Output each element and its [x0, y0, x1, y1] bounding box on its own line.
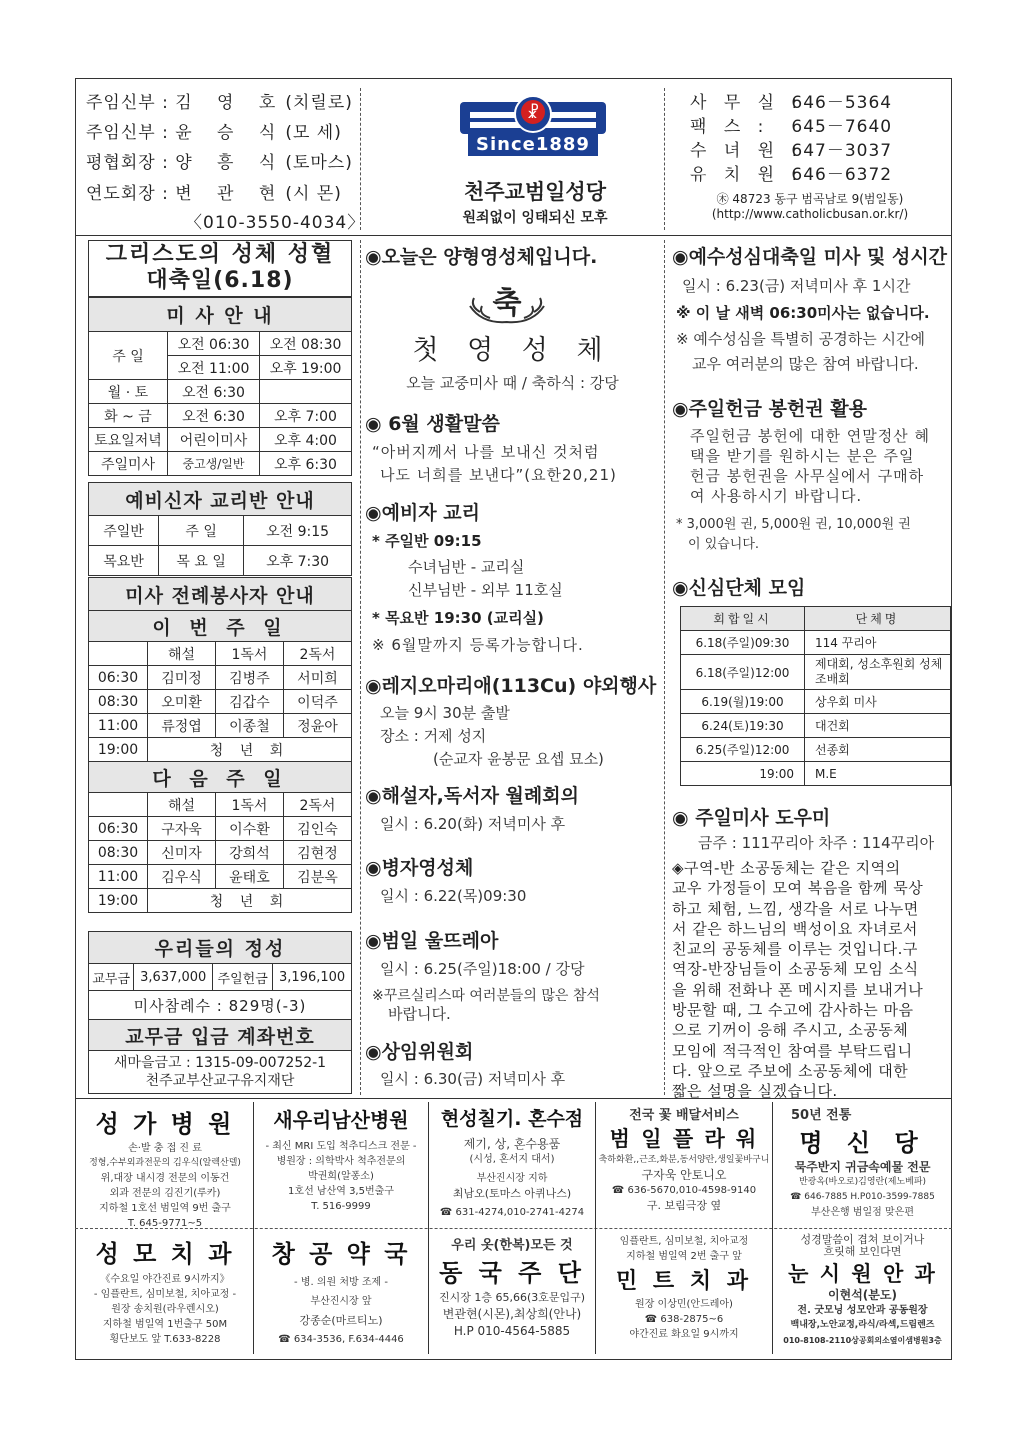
paragraph-line: 모임에 적극적인 참여를 부탁드립니 — [672, 1041, 913, 1060]
ad-line: ☎ 634-3536, F.634-4446 — [278, 1334, 404, 1345]
ad-line: 강종순(마르티노) — [299, 1314, 383, 1327]
server-name: 김인숙 — [283, 817, 351, 841]
server-name: 강희석 — [215, 841, 283, 865]
notice-text: 이 있습니다. — [688, 537, 760, 552]
server-name: 이종철 — [215, 714, 283, 738]
paragraph-line: ◈구역-반 소공동체는 같은 지역의 — [672, 859, 901, 877]
ad-line: - 병. 의원 처방 조제 - — [294, 1277, 388, 1288]
meeting-time: 19:00 — [681, 762, 805, 786]
ad-line: - 임플란트, 심미보철, 치아교정 - — [93, 1289, 237, 1300]
event-detail: 오늘 9시 30분 출발 — [380, 704, 510, 722]
ad-line: 부산진시장 앞 — [310, 1296, 372, 1307]
offering-amount: 3,196,100 — [273, 964, 352, 991]
ad-line: 《수요일 야간진료 9시까지》 — [100, 1274, 230, 1285]
class-day: 목 요 일 — [159, 546, 244, 576]
offering-heading: 우리들의 정성 — [89, 932, 352, 964]
ad-tagline: 임플란트, 심미보철, 치아교정 — [619, 1236, 749, 1247]
servers-heading: 미사 전례봉사자 안내 — [89, 578, 352, 611]
notice-text: 여 사용하시기 바랍니다. — [690, 487, 863, 505]
ad-title: 민 트 치 과 — [616, 1269, 752, 1294]
ad-title: 새우리남산병원 — [273, 1108, 409, 1132]
church-logo — [458, 90, 608, 170]
ad-line: 축하화환,,근조,화분,동서양란,생일꽃바구니 — [598, 1155, 770, 1165]
notice-text: 택을 받기를 원하시는 분은 주일 — [690, 447, 915, 465]
event-detail: (순교자 윤봉문 요셉 묘소) — [433, 750, 604, 768]
paragraph-line: 다. 앞으로 주보에 소공동체에 대한 — [672, 1061, 909, 1080]
ad-hyunseong-store — [431, 1104, 593, 1220]
ad-title: 명 신 당 — [799, 1129, 926, 1157]
contact-label: 팩 스 : — [690, 117, 770, 137]
next-week-heading: 다 음 주 일 — [89, 762, 352, 793]
server-name: 류정엽 — [148, 714, 216, 738]
staff-baptism-name: (시 몬) — [285, 184, 342, 204]
mass-helpers: 금주 : 111꾸리아 차주 : 114꾸리아 — [698, 834, 935, 852]
ad-line: 외과 전문의 김진기(루카) — [109, 1188, 221, 1199]
offering-amount: 3,637,000 — [134, 964, 213, 991]
contact-label: 수 녀 원 : — [690, 141, 804, 161]
class-time: 오후 7:30 — [244, 546, 352, 576]
mass-day: 토요일저녁 — [89, 428, 168, 452]
server-name: 서미희 — [283, 666, 351, 690]
class-note: ※ 6월말까지 등록가능합니다. — [372, 636, 584, 654]
staff-row — [86, 179, 342, 204]
notice-heading: ◉오늘은 양형영성체입니다. — [365, 246, 598, 268]
liturgy-servers-table — [88, 577, 352, 913]
mass-day: 월 · 토 — [89, 380, 168, 404]
column-sep-1 — [360, 240, 361, 1095]
meeting-time: 6.19(월)19:00 — [681, 690, 805, 714]
notice-heading: ◉예수성심대축일 미사 및 성시간 — [672, 246, 948, 268]
feast-title-line1: 그리스도의 성체 성혈 — [105, 242, 335, 267]
catechumen-heading: 예비신자 교리반 안내 — [89, 483, 352, 516]
event-detail: 장소 : 거제 성지 — [380, 727, 487, 745]
server-name: 신미자 — [148, 841, 216, 865]
server-name: 김갑수 — [215, 690, 283, 714]
paragraph-line: 친교의 공동체를 이루는 것입니다.구 — [672, 940, 918, 959]
contact-row — [690, 136, 892, 161]
group-name: 상우회 미사 — [805, 690, 951, 714]
ad-line: 위,대장 내시경 전문의 이동건 — [100, 1173, 230, 1184]
server-time: 11:00 — [89, 865, 148, 889]
account-heading: 교무금 입금 계좌번호 — [89, 1020, 352, 1051]
ad-saeuri-hospital — [256, 1104, 426, 1214]
contact-number: 645－7640 — [791, 117, 893, 137]
mass-day: 화 ~ 금 — [89, 404, 168, 428]
mass-day: 주 일 — [89, 332, 168, 380]
server-time: 08:30 — [89, 690, 148, 714]
event-note: ※꾸르실리스따 여러분들의 많은 참석 — [372, 988, 600, 1004]
congratulations-emblem-icon — [462, 276, 552, 326]
server-name: 김미정 — [148, 666, 216, 690]
staff-name: 양 흥 식 — [175, 153, 286, 173]
ad-title: 성 모 치 과 — [95, 1240, 235, 1268]
column-header: 회합일시 — [681, 607, 805, 631]
class-item: 신부님반 - 외부 11호실 — [408, 581, 563, 599]
staff-name: 변 관 현 — [175, 184, 286, 204]
mass-time: 오전 06:30 — [168, 332, 260, 356]
ad-myeongsin-jewelry — [775, 1104, 950, 1220]
paragraph-line: 역장-반장님들이 소공동체 모임 소식 — [672, 960, 919, 979]
class-item: * 목요반 19:30 (교리실) — [372, 609, 544, 627]
paragraph-line: 하고 체험, 느낌, 생각을 서로 나누면 — [672, 899, 919, 918]
ad-title: 창 공 약 국 — [271, 1240, 411, 1268]
paragraph-line: 으로 기꺼이 응해 주시고, 소공동체 — [672, 1021, 909, 1040]
group-name: 선종회 — [805, 738, 951, 762]
church-name: 천주교범일성당 — [463, 180, 606, 204]
ad-dongguk-hanbok — [431, 1234, 593, 1339]
monthly-word: “아버지께서 나를 보내신 것처럼 — [372, 443, 600, 461]
event-note: ※ 예수성심을 특별히 공경하는 시간에 — [676, 330, 925, 348]
bank-account-number: 새마을금고 : 1315-09-007252-1 — [113, 1055, 327, 1071]
ad-tagline: 전국 꽃 배달서비스 — [629, 1108, 739, 1123]
header-sep-2 — [664, 88, 665, 230]
ad-title: 범 일 플 라 워 — [609, 1127, 759, 1151]
class-time: 오전 9:15 — [244, 516, 352, 546]
mass-time-empty — [260, 380, 352, 404]
ad-line: 횡단보도 앞 T.633-8228 — [109, 1334, 221, 1345]
column-header: 해설 — [148, 642, 216, 666]
group-name: M.E — [805, 762, 951, 786]
notice-heading: ◉레지오마리애(113Cu) 야외행사 — [365, 675, 657, 697]
ad-line: (시성, 혼서지 대서) — [469, 1154, 555, 1165]
mass-type: 중고생/일반 — [168, 452, 260, 476]
contact-label: 사 무 실 : — [690, 93, 804, 113]
ad-line: 010-8108-2110상공회의소옆이샘병원3층 — [783, 1336, 942, 1345]
ad-beomil-flower — [598, 1104, 770, 1213]
mass-time: 오후 19:00 — [260, 356, 352, 380]
staff-row — [86, 118, 342, 143]
ad-changgong-pharmacy — [256, 1234, 426, 1347]
mass-time: 오전 6:30 — [168, 380, 260, 404]
ad-line: 묵주반지 귀금속예물 전문 — [794, 1160, 931, 1174]
ad-sep — [253, 1102, 254, 1354]
contact-number: 646－6372 — [791, 165, 893, 185]
notice-text: 헌금 봉헌권을 사무실에서 구매하 — [690, 467, 925, 485]
ad-line: 이현석(분도) — [828, 1288, 897, 1302]
chi-rho-logo-icon — [458, 90, 608, 170]
contact-row — [690, 160, 892, 185]
ad-line: 제기, 상, 혼수용품 — [463, 1137, 561, 1151]
staff-row — [86, 148, 353, 173]
server-name: 김분옥 — [283, 865, 351, 889]
server-name: 정윤아 — [283, 714, 351, 738]
congrats-glyph: 축 — [492, 286, 522, 321]
class-name: 주일반 — [89, 516, 159, 546]
notice-text: 주일헌금 봉헌에 대한 연말정산 혜 — [690, 427, 930, 445]
server-group: 청 년 회 — [148, 889, 352, 913]
ad-tagline: 지하철 범일역 2번 출구 앞 — [626, 1251, 742, 1262]
event-detail: 일시 : 6.22(목)09:30 — [380, 887, 527, 905]
paragraph-line: 방문할 때, 그 수고에 감사하는 마음 — [672, 1001, 914, 1020]
mass-schedule-table — [88, 297, 352, 476]
event-note: 교우 여러분의 많은 참여 바랍니다. — [692, 355, 919, 373]
notice-heading: ◉신심단체 모임 — [672, 577, 806, 599]
mass-type: 어린이미사 — [168, 428, 260, 452]
column-header: 2독서 — [283, 793, 351, 817]
ad-tagline: 성경말씀이 겹쳐 보이거나 — [800, 1233, 925, 1246]
event-detail: 일시 : 6.30(금) 저녁미사 후 — [380, 1070, 566, 1088]
catechumen-class-table — [88, 482, 352, 576]
ad-line: 지하철 범일역 1번출구 50M — [102, 1319, 228, 1330]
ad-line: 지하철 1호선 범일역 9번 출구 — [99, 1203, 231, 1214]
column-header: 1독서 — [215, 642, 283, 666]
staff-row — [86, 88, 353, 113]
notice-heading: ◉ 주일미사 도우미 — [672, 807, 831, 829]
ad-line: 손·발 충 접 진 료 — [128, 1143, 202, 1154]
notice-heading: ◉병자영성체 — [365, 857, 474, 879]
logo-since-text: Since1889 — [476, 134, 590, 155]
column-header: 2독서 — [283, 642, 351, 666]
event-detail: 일시 : 6.20(화) 저녁미사 후 — [380, 815, 566, 833]
paragraph-line: 짧은 설명을 실겠습니다. — [672, 1082, 838, 1101]
this-week-heading: 이 번 주 일 — [89, 611, 352, 642]
staff-name: 윤 승 식 — [175, 123, 286, 143]
server-time: 19:00 — [89, 738, 148, 762]
meeting-time: 6.18(주일)09:30 — [681, 631, 805, 655]
group-name: 제대회, 성소후원회 성체조배회 — [805, 655, 951, 690]
ad-line: 최남오(토마스 아퀴나스) — [452, 1187, 572, 1200]
paragraph-line: 서 같은 하느님의 백성이요 자녀로서 — [672, 919, 918, 938]
ad-line: ☎ 646-7885 H.P010-3599-7885 — [790, 1192, 935, 1202]
ad-nunsiwon-eye-clinic — [775, 1234, 950, 1348]
ad-line: 전. 굿모닝 성모안과 공동원장 — [797, 1305, 928, 1316]
time-col-header — [89, 793, 148, 817]
ad-line: - 최신 MRI 도입 척추디스크 전문 - — [265, 1141, 417, 1152]
ad-tagline: 흐릿해 보인다면 — [823, 1245, 902, 1258]
contact-row — [690, 112, 892, 137]
server-name: 김우식 — [148, 865, 216, 889]
ad-seongmo-dental — [80, 1234, 250, 1347]
mass-time: 오전 11:00 — [168, 356, 260, 380]
ad-line: 병원장 : 의학박사 척추전문의 — [276, 1156, 406, 1167]
ad-line: T. 645-9771~5 — [127, 1218, 203, 1229]
staff-role: 주임신부 : — [86, 93, 169, 113]
ad-title: 현성칠기. 혼수점 — [440, 1108, 584, 1130]
column-header: 1독서 — [215, 793, 283, 817]
church-motto: 원죄없이 잉태되신 모후 — [462, 210, 608, 226]
notice-heading: ◉범일 울뜨레아 — [365, 930, 499, 952]
server-name: 이수환 — [215, 817, 283, 841]
ad-line: 원장 송치원(라우렌시오) — [111, 1304, 219, 1315]
notice-heading: ◉예비자 교리 — [365, 502, 480, 524]
ad-line: 1호선 남산역 3,5번출구 — [288, 1186, 394, 1197]
ad-tagline: 50년 전통 — [791, 1108, 852, 1123]
staff-role: 주임신부 : — [86, 123, 169, 143]
mass-time: 오전 08:30 — [260, 332, 352, 356]
svg-text:☧: ☧ — [526, 103, 540, 122]
church-website-link[interactable]: (http://www.catholicbusan.or.kr/) — [711, 207, 909, 221]
class-day: 주 일 — [159, 516, 244, 546]
mass-day: 주일미사 — [89, 452, 168, 476]
ad-line: 구. 보림극장 옆 — [646, 1199, 722, 1212]
paragraph-line: 을 위해 전화나 폰 메시지를 보내거나 — [672, 980, 924, 999]
meeting-time: 6.25(주일)12:00 — [681, 738, 805, 762]
group-name: 114 꾸리아 — [805, 631, 951, 655]
server-name: 오미환 — [148, 690, 216, 714]
meeting-time: 6.18(주일)12:00 — [681, 655, 805, 690]
notice-heading: ◉상임위원회 — [365, 1041, 474, 1063]
staff-name: 김 영 호 — [175, 93, 286, 113]
contact-number: 647－3037 — [791, 141, 893, 161]
monthly-word: 나도 너희를 보낸다”(요한20,21) — [380, 466, 617, 484]
server-name: 김병주 — [215, 666, 283, 690]
staff-baptism-name: (모 세) — [285, 123, 342, 143]
group-name: 대건회 — [805, 714, 951, 738]
ad-sep — [428, 1102, 429, 1354]
contact-row — [690, 88, 892, 113]
ad-line: 부산은행 범일점 맞은편 — [811, 1207, 914, 1218]
column-header: 단체명 — [805, 607, 951, 631]
ad-title: 동 국 주 단 — [439, 1259, 585, 1287]
mass-time: 오후 4:00 — [260, 428, 352, 452]
offering-label: 교무금 — [89, 964, 134, 991]
staff-role: 평협회장 : — [86, 153, 169, 173]
paragraph-line: 교우 가정들이 모여 복음을 함께 묵상 — [672, 879, 924, 898]
notice-text: * 3,000원 권, 5,000원 권, 10,000원 권 — [676, 517, 911, 532]
server-time: 08:30 — [89, 841, 148, 865]
ad-line: T. 516-9999 — [311, 1201, 371, 1212]
mass-attendance: 미사참례수 : 829명(-3) — [89, 991, 352, 1020]
feast-title-line2: 대축일(6.18) — [146, 268, 294, 293]
mass-schedule-heading: 미 사 안 내 — [89, 298, 352, 332]
server-time: 06:30 — [89, 817, 148, 841]
ad-mint-dental — [598, 1234, 770, 1342]
ad-line: 구자욱 안토니오 — [641, 1168, 727, 1182]
ad-line: ☎ 636-5670,010-4598-9140 — [611, 1185, 757, 1196]
class-name: 목요반 — [89, 546, 159, 576]
server-name: 김현정 — [283, 841, 351, 865]
ad-line: 진시장 1층 65,66(3호문입구) — [438, 1291, 586, 1304]
ad-line: 부산진시장 지하 — [476, 1173, 548, 1184]
event-detail: 일시 : 6.25(주일)18:00 / 강당 — [380, 960, 585, 978]
server-group: 청 년 회 — [148, 738, 352, 762]
ad-line: 정형,수부외과전문의 김우식(알렉산델) — [89, 1158, 241, 1168]
event-note: ※ 이 날 새벽 06:30미사는 없습니다. — [676, 304, 930, 322]
offering-table — [88, 931, 352, 1094]
ad-line: 야간진료 화요일 9시까지 — [629, 1329, 739, 1340]
president-phone: 〈010-3550-4034〉 — [185, 213, 366, 233]
mass-time: 오전 6:30 — [168, 404, 260, 428]
ad-line: H.P 010-4564-5885 — [453, 1324, 571, 1338]
contact-label: 유 치 원 : — [690, 165, 804, 185]
notice-heading: ◉해설자,독서자 월례회의 — [365, 785, 579, 807]
small-community-paragraph — [672, 858, 944, 1102]
server-time: 06:30 — [89, 666, 148, 690]
class-item: * 주일반 09:15 — [372, 532, 482, 550]
staff-baptism-name: (치릴로) — [285, 93, 353, 113]
ad-line: 반광옥(바오로)김영란(제노베파) — [798, 1177, 927, 1187]
server-name: 이덕주 — [283, 690, 351, 714]
first-communion-info: 오늘 교중미사 때 / 축하식 : 강당 — [406, 374, 619, 392]
staff-role: 연도회장 : — [86, 184, 169, 204]
notice-heading: ◉ 6월 생활말씀 — [365, 413, 500, 435]
staff-baptism-name: (토마스) — [285, 153, 353, 173]
event-note: 바랍니다. — [388, 1005, 451, 1023]
ad-line: ☎ 638-2875~6 — [644, 1314, 724, 1325]
meeting-time: 6.24(토)19:30 — [681, 714, 805, 738]
column-sep-2 — [664, 240, 665, 1095]
event-detail: 일시 : 6.23(금) 저녁미사 후 1시간 — [682, 277, 911, 295]
feast-title-box — [88, 240, 352, 297]
first-communion-title: 첫 영 성 체 — [412, 335, 613, 366]
contact-number: 646－5364 — [791, 93, 893, 113]
ad-line: 변관현(시몬),최상희(안나) — [442, 1307, 582, 1321]
notice-heading: ◉주일헌금 봉헌권 활용 — [672, 398, 867, 420]
server-name: 윤태호 — [215, 865, 283, 889]
ad-line: 박권희(알퐁소) — [308, 1171, 374, 1182]
time-col-header — [89, 642, 148, 666]
ad-seongga-hospital — [80, 1104, 250, 1231]
church-address: ㊍ 48723 동구 범곡남로 9(범일동) — [716, 192, 904, 206]
class-item: 수녀님반 - 교리실 — [408, 558, 525, 576]
header-divider — [75, 235, 952, 236]
server-name: 구자욱 — [148, 817, 216, 841]
ad-tagline: 우리 옷(한복)모든 것 — [451, 1238, 573, 1253]
column-header: 해설 — [148, 793, 216, 817]
ad-line: ☎ 631-4274,010-2741-4274 — [439, 1207, 585, 1218]
group-meetings-table — [680, 606, 951, 786]
server-time: 19:00 — [89, 889, 148, 913]
ad-line: 백내장,노안교정,라식/라섹,드림렌즈 — [790, 1320, 935, 1330]
ad-title: 눈 시 원 안 과 — [788, 1262, 937, 1286]
mass-time: 오후 6:30 — [260, 452, 352, 476]
ad-line: 원장 이상민(안드레아) — [635, 1299, 733, 1310]
ad-sep — [772, 1102, 773, 1354]
mass-time: 오후 7:00 — [260, 404, 352, 428]
ad-title: 성 가 병 원 — [95, 1110, 235, 1138]
ad-sep — [595, 1102, 596, 1354]
offering-label: 주일헌금 — [213, 964, 273, 991]
server-time: 11:00 — [89, 714, 148, 738]
account-holder: 천주교부산교구유지재단 — [145, 1073, 295, 1089]
